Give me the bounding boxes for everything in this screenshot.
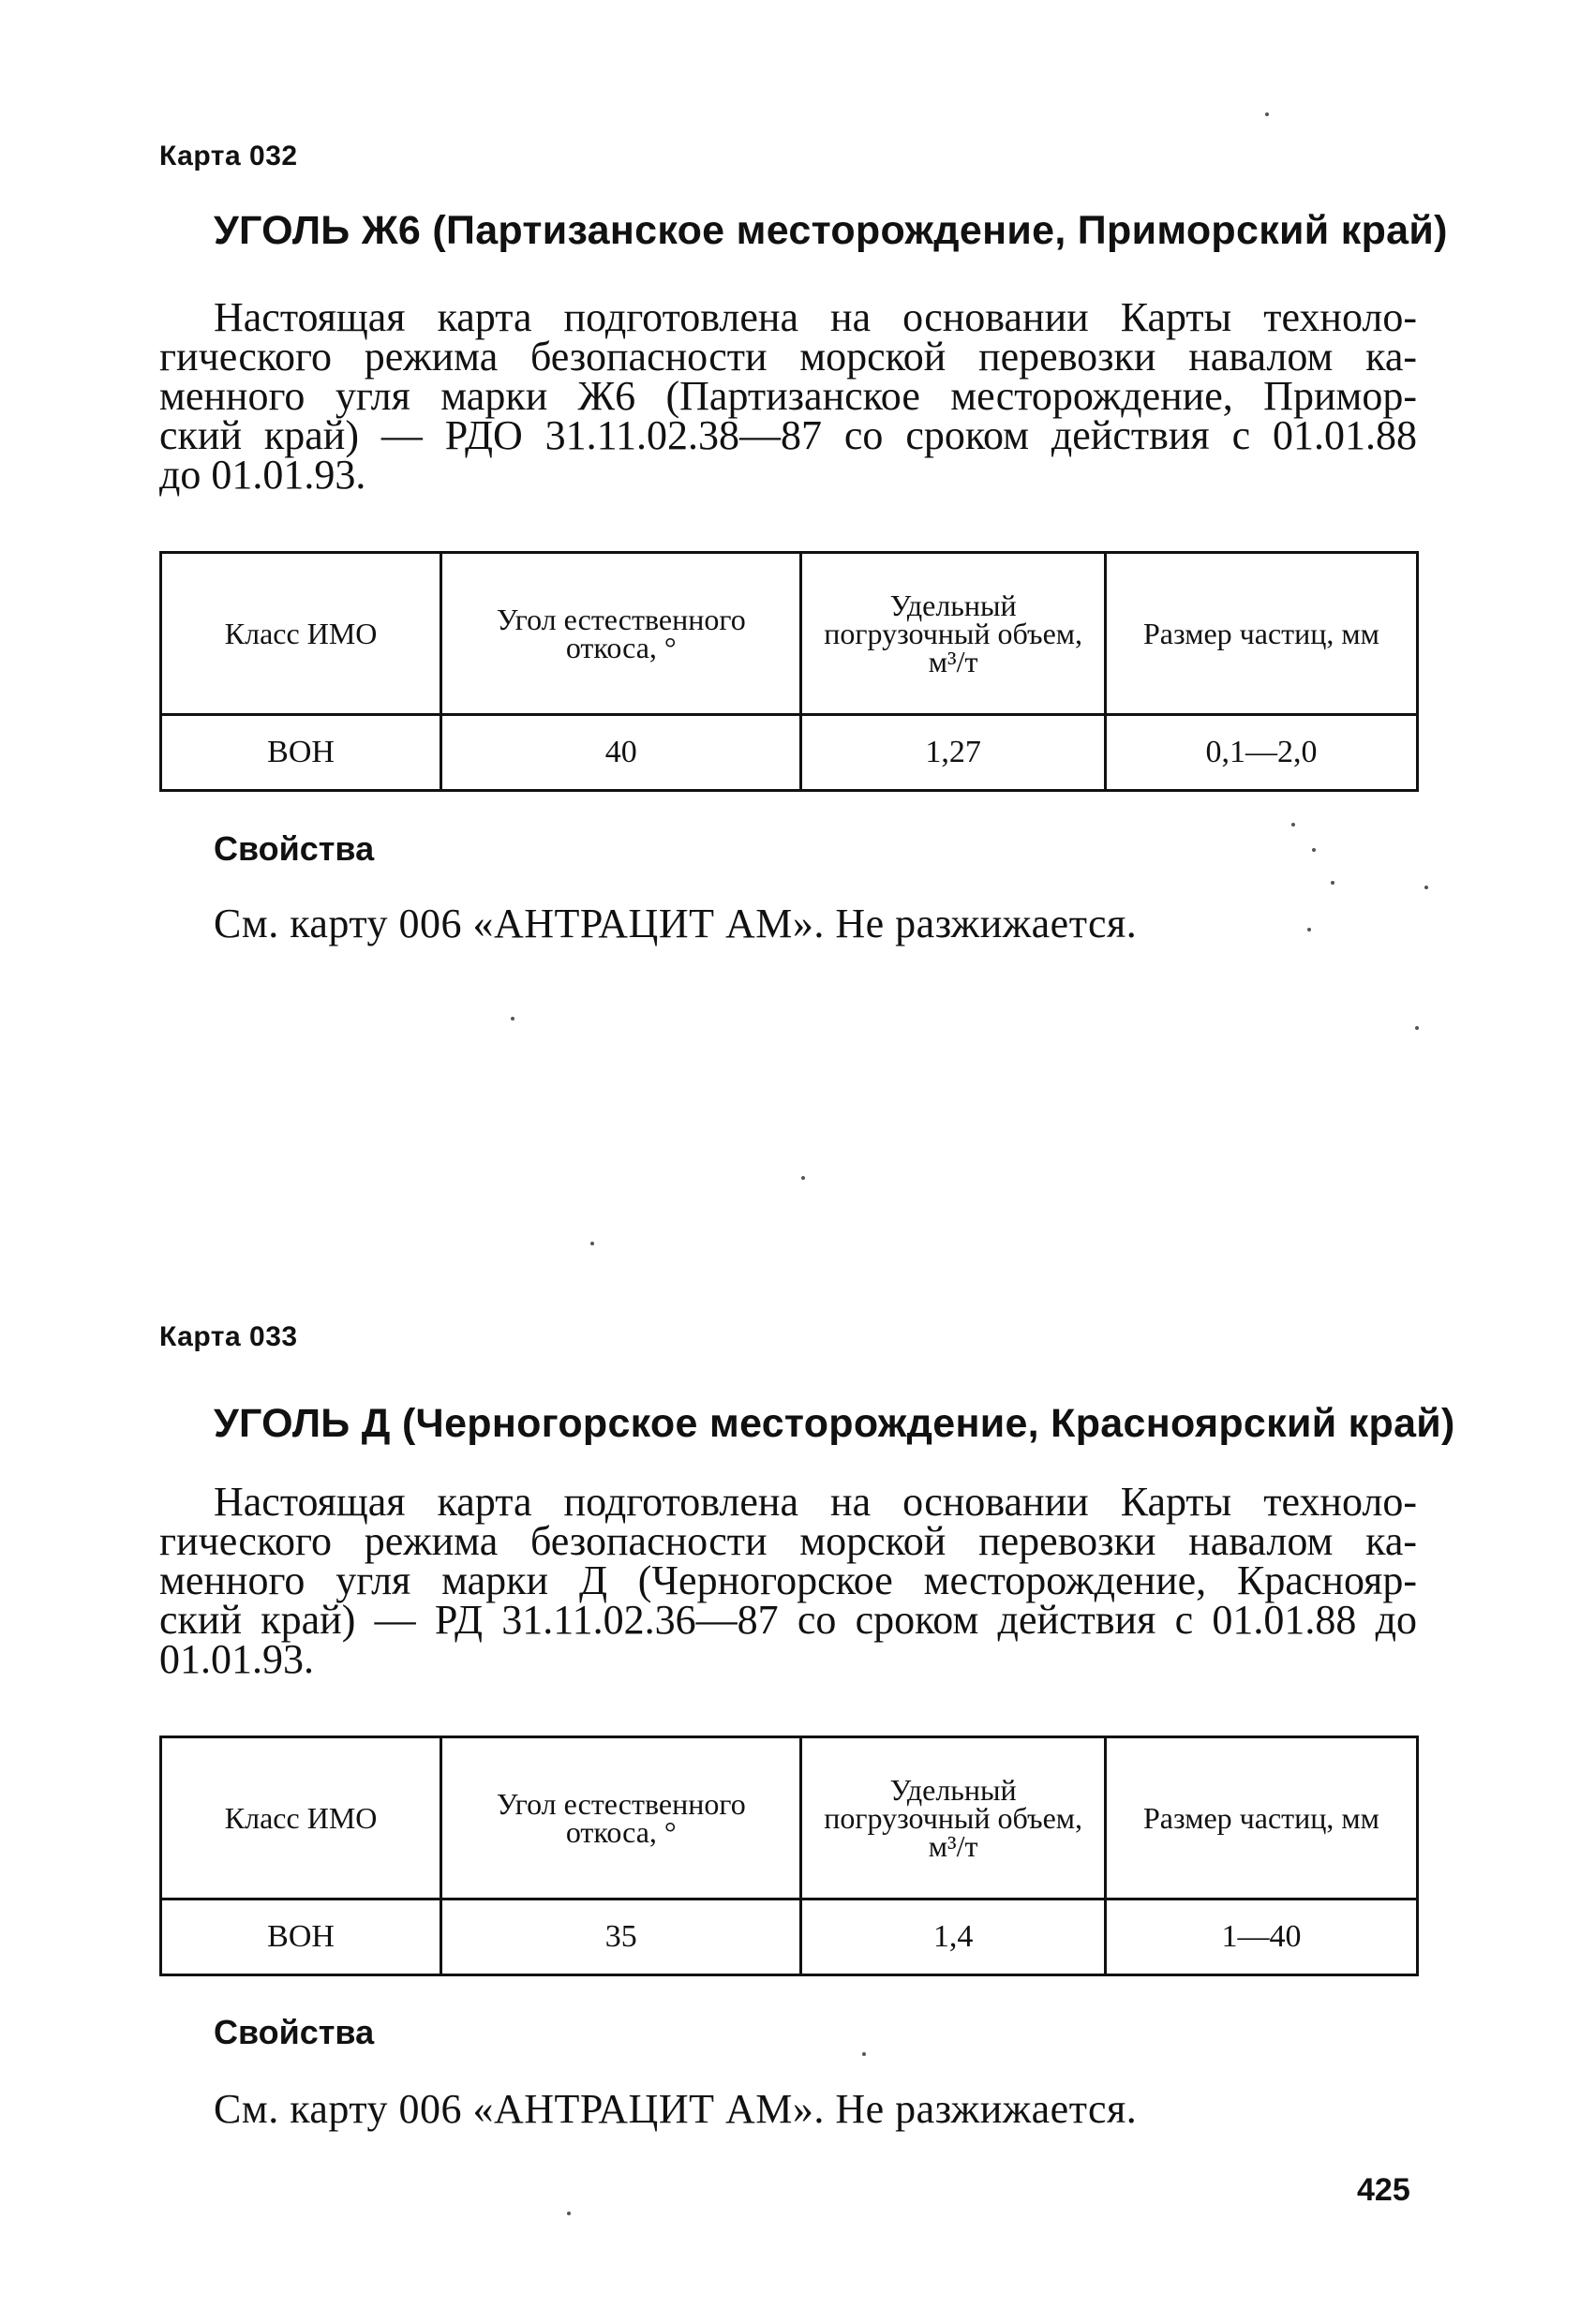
scan-speck — [1291, 823, 1295, 827]
scan-speck — [590, 1242, 594, 1245]
scan-speck — [1424, 886, 1428, 889]
card-description — [159, 1479, 1417, 1682]
table-cell: 1,4 — [801, 1899, 1105, 1975]
scan-speck — [801, 1176, 805, 1180]
paragraph-line: ский край) — РДО 31.11.02.38—87 со сроком действия с 01.01.88 — [159, 412, 1417, 458]
page-number: 425 — [1357, 2172, 1410, 2208]
column-header: Угол естественного откоса, ° — [441, 553, 801, 715]
scan-speck — [511, 1017, 514, 1020]
table-header-row — [161, 553, 1418, 715]
scan-speck — [1265, 112, 1269, 116]
table-cell: ВОН — [161, 715, 441, 791]
column-header: Удельный погрузочный объем, м³/т — [801, 553, 1105, 715]
table-row — [161, 715, 1418, 791]
scan-speck — [567, 2212, 571, 2215]
scan-speck — [1307, 928, 1311, 931]
column-header: Класс ИМО — [161, 1737, 441, 1899]
paragraph-line: Настоящая карта подготовлена на основании Карты техноло- — [214, 1479, 1417, 1525]
paragraph-line: менного угля марки Д (Черногорское месторождение, Краснояр- — [159, 1557, 1417, 1603]
paragraph-line: до 01.01.93. — [159, 452, 366, 498]
column-header: Класс ИМО — [161, 553, 441, 715]
paragraph-line: Настоящая карта подготовлена на основании Карты техноло- — [214, 294, 1417, 340]
scan-speck — [1415, 1026, 1419, 1030]
table-header-row — [161, 1737, 1418, 1899]
table-cell: 0,1—2,0 — [1105, 715, 1417, 791]
card-title: УГОЛЬ Ж6 (Партизанское месторождение, Приморский край) — [214, 208, 1448, 253]
paragraph-line: менного угля марки Ж6 (Партизанское месторождение, Примор- — [159, 373, 1417, 419]
card-label: Карта 033 — [159, 1321, 298, 1352]
table-row — [161, 1899, 1418, 1975]
scan-speck — [1331, 881, 1334, 885]
table-cell: 40 — [441, 715, 801, 791]
table-cell: 1—40 — [1105, 1899, 1417, 1975]
column-header: Размер частиц, мм — [1105, 553, 1417, 715]
column-header: Угол естественного откоса, ° — [441, 1737, 801, 1899]
column-header: Удельный погрузочный объем, м³/т — [801, 1737, 1105, 1899]
properties-text: См. карту 006 «АНТРАЦИТ АМ». Не разжижается. — [214, 901, 1138, 946]
properties-text: См. карту 006 «АНТРАЦИТ АМ». Не разжижается. — [214, 2086, 1138, 2132]
cargo-spec-table — [159, 1736, 1419, 1976]
properties-heading: Свойства — [214, 2013, 375, 2051]
card-label: Карта 032 — [159, 141, 298, 171]
paragraph-line: 01.01.93. — [159, 1636, 314, 1682]
scan-speck — [1312, 848, 1316, 852]
card-title: УГОЛЬ Д (Черногорское месторождение, Красноярский край) — [214, 1401, 1455, 1446]
paragraph-line: ский край) — РД 31.11.02.36—87 со сроком действия с 01.01.88 до — [159, 1597, 1417, 1643]
paragraph-line: гического режима безопасности морской перевозки навалом ка- — [159, 334, 1417, 380]
table-cell: ВОН — [161, 1899, 441, 1975]
paragraph-line: гического режима безопасности морской перевозки навалом ка- — [159, 1518, 1417, 1564]
cargo-spec-table — [159, 551, 1419, 792]
column-header: Размер частиц, мм — [1105, 1737, 1417, 1899]
table-cell: 1,27 — [801, 715, 1105, 791]
properties-heading: Свойства — [214, 829, 375, 868]
scan-speck — [862, 2052, 866, 2056]
table-cell: 35 — [441, 1899, 801, 1975]
card-description — [159, 294, 1417, 498]
